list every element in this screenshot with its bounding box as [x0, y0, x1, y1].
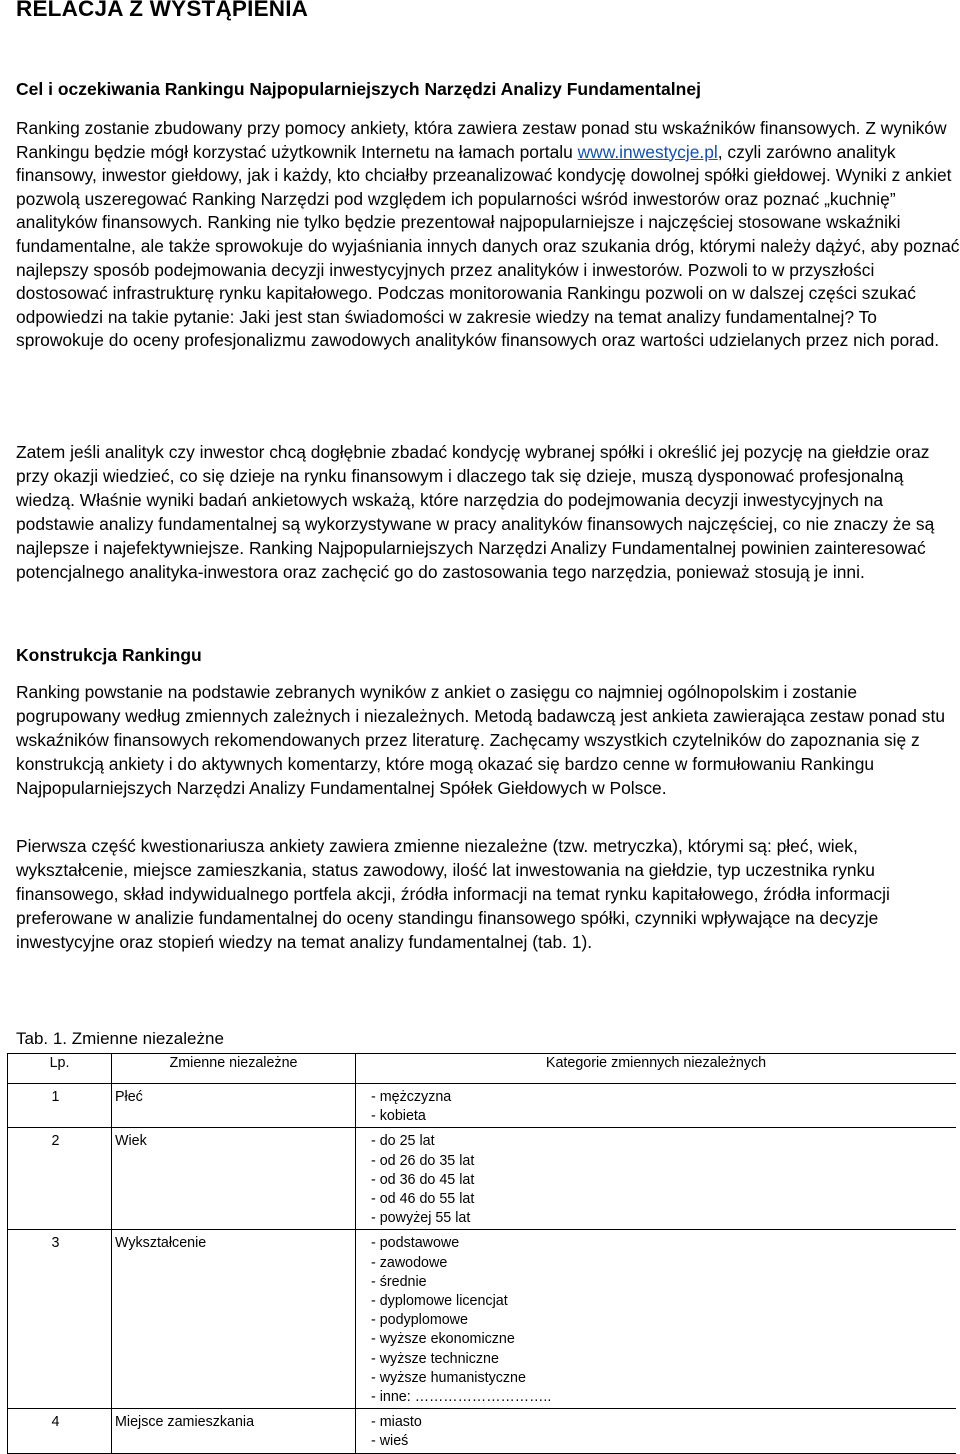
- header-lp: Lp.: [8, 1054, 112, 1084]
- row-lp: 4: [8, 1409, 112, 1453]
- category-option: - wyższe ekonomiczne: [371, 1331, 515, 1348]
- row-name: Płeć: [112, 1084, 356, 1128]
- row-name: Wykształcenie: [112, 1230, 356, 1409]
- category-option: - wyższe techniczne: [371, 1350, 499, 1367]
- row-categories: [356, 1084, 957, 1128]
- paragraph-questionnaire: Pierwsza część kwestionariusza ankiety zawiera zmienne niezależne (tzw. metryczka), którymi są: płeć, wiek, wykształcenie, miejsce zamieszkania, status zawodowy, ilość lat inwestowania na giełdzie, typ uczestnika rynku finansowego, skład indywidualnego portfela akcji, źródła informacji na temat rynku kapitałowego, źródła informacji preferowane w analizie fundamentalnej do oceny standingu finansowego spółki, czynniki wpływające na decyzje inwestycyjne oraz stopień wiedzy na temat analizy fundamentalnej (tab. 1).: [16, 836, 890, 952]
- row-categories: [356, 1128, 957, 1230]
- category-option: - podstawowe: [371, 1235, 460, 1252]
- paragraph-intro-text-b: , czyli zarówno analityk finansowy, inwestor giełdowy, jak i każdy, kto chciałby przeanalizować kondycję dowolnej spółki giełdowej. Wyniki z ankiet pozwolą uszeregować Ranking Narzędzi pod względem ich popularności wśród inwestorów oraz poznać „kuchnię” analityków finansowych. Ranking nie tylko będzie prezentował najpopularniejsze i najczęściej stosowane wskaźniki fundamentalne, ale także sprowokuje do wyjaśniania innych danych oraz szukania dróg, którymi należy dążyć, aby poznać najlepszy sposób podejmowania decyzji inwestycyjnych przez analityków i inwestorów. Pozwoli to w przyszłości dostosować infrastrukturę rynku kapitałowego. Podczas monitorowania Rankingu pozwoli on w dalszej części szukać odpowiedzi na takie pytanie: Jaki jest stan świadomości w zakresie wiedzy na temat analizy fundamentalnej? To sprowokuje do oceny profesjonalizmu zawodowych analityków finansowych oraz wartości udzielanych przez nich porad.: [16, 141, 960, 351]
- category-option: - od 36 do 45 lat: [371, 1171, 475, 1188]
- table-row: [8, 1409, 957, 1453]
- paragraph-analyst: Zatem jeśli analityk czy inwestor chcą dogłębnie zbadać kondycję wybranej spółki i określić jej pozycję na giełdzie oraz przy okazji wiedzieć, co się dzieje na rynku finansowym i dlaczego tak się dzieje, muszą dysponować profesjonalną wiedzą. Właśnie wyniki badań ankietowych wskażą, które narzędzia do podejmowania decyzji inwestycyjnych na podstawie analizy fundamentalnej są wykorzystywane w pracy analityków finansowych najczęściej, co nie znaczy że są najlepsze i najefektywniejsze. Ranking Najpopularniejszych Narzędzi Analizy Fundamentalnej powinien zainteresować potencjalnego analityka-inwestora oraz zachęcić go do zastosowania tego narzędzia, ponieważ stosują je inni.: [16, 442, 935, 582]
- section-heading-construction: Konstrukcja Rankingu: [16, 645, 202, 665]
- row-lp: 3: [8, 1230, 112, 1409]
- row-categories: [356, 1230, 957, 1409]
- category-option: - miasto: [371, 1414, 422, 1431]
- category-option: - kobieta: [371, 1108, 426, 1125]
- section-heading-goals: Cel i oczekiwania Rankingu Najpopularniejszych Narzędzi Analizy Fundamentalnej: [16, 79, 701, 99]
- row-name: Miejsce zamieszkania: [112, 1409, 356, 1453]
- category-option: - mężczyzna: [371, 1089, 452, 1105]
- page-title: RELACJA Z WYSTĄPIENIA: [16, 0, 309, 21]
- table-row: [8, 1084, 957, 1128]
- row-name: Wiek: [112, 1128, 356, 1230]
- category-option: - od 26 do 35 lat: [371, 1152, 475, 1169]
- category-option: - dyplomowe licencjat: [371, 1293, 508, 1310]
- portal-link[interactable]: www.inwestycje.pl: [577, 141, 718, 162]
- category-option: - średnie: [371, 1273, 427, 1290]
- variables-table: [7, 1053, 956, 1454]
- header-categories: Kategorie zmiennych niezależnych: [356, 1054, 957, 1084]
- table-header-row: [8, 1054, 957, 1084]
- row-lp: 2: [8, 1128, 112, 1230]
- paragraph-intro-text-a: Ranking zostanie zbudowany przy pomocy ankiety, która zawiera zestaw ponad stu wskaźników finansowych. Z wyników Rankingu będzie mógł korzystać użytkownik Internetu na łamach portalu: [16, 118, 947, 162]
- row-lp: 1: [8, 1084, 112, 1128]
- paragraph-intro: [16, 117, 960, 353]
- category-option: - powyżej 55 lat: [371, 1210, 471, 1227]
- table-row: [8, 1128, 957, 1230]
- table-row: [8, 1230, 957, 1409]
- header-variables: Zmienne niezależne: [112, 1054, 356, 1084]
- row-categories: [356, 1409, 957, 1453]
- category-option: - inne: ………………………..: [371, 1389, 552, 1406]
- category-option: - od 46 do 55 lat: [371, 1191, 475, 1208]
- category-option: - zawodowe: [371, 1254, 448, 1271]
- table-caption: Tab. 1. Zmienne niezależne: [16, 1029, 224, 1048]
- paragraph-construction: Ranking powstanie na podstawie zebranych wyników z ankiet o zasięgu co najmniej ogólnopolskim i zostanie pogrupowany według zmiennych zależnych i niezależnych. Metodą badawczą jest ankieta zawierająca zestaw ponad stu wskaźników finansowych rekomendowanych przez literaturę. Zachęcamy wszystkich czytelników do zapoznania się z konstrukcją ankiety i do aktywnych komentarzy, które mogą okazać się bardzo cenne w formułowaniu Rankingu Najpopularniejszych Narzędzi Analizy Fundamentalnej Spółek Giełdowych w Polsce.: [16, 682, 945, 798]
- category-option: - wyższe humanistyczne: [371, 1369, 526, 1386]
- category-option: - do 25 lat: [371, 1133, 435, 1150]
- category-option: - wieś: [371, 1433, 409, 1450]
- category-option: - podyplomowe: [371, 1312, 468, 1329]
